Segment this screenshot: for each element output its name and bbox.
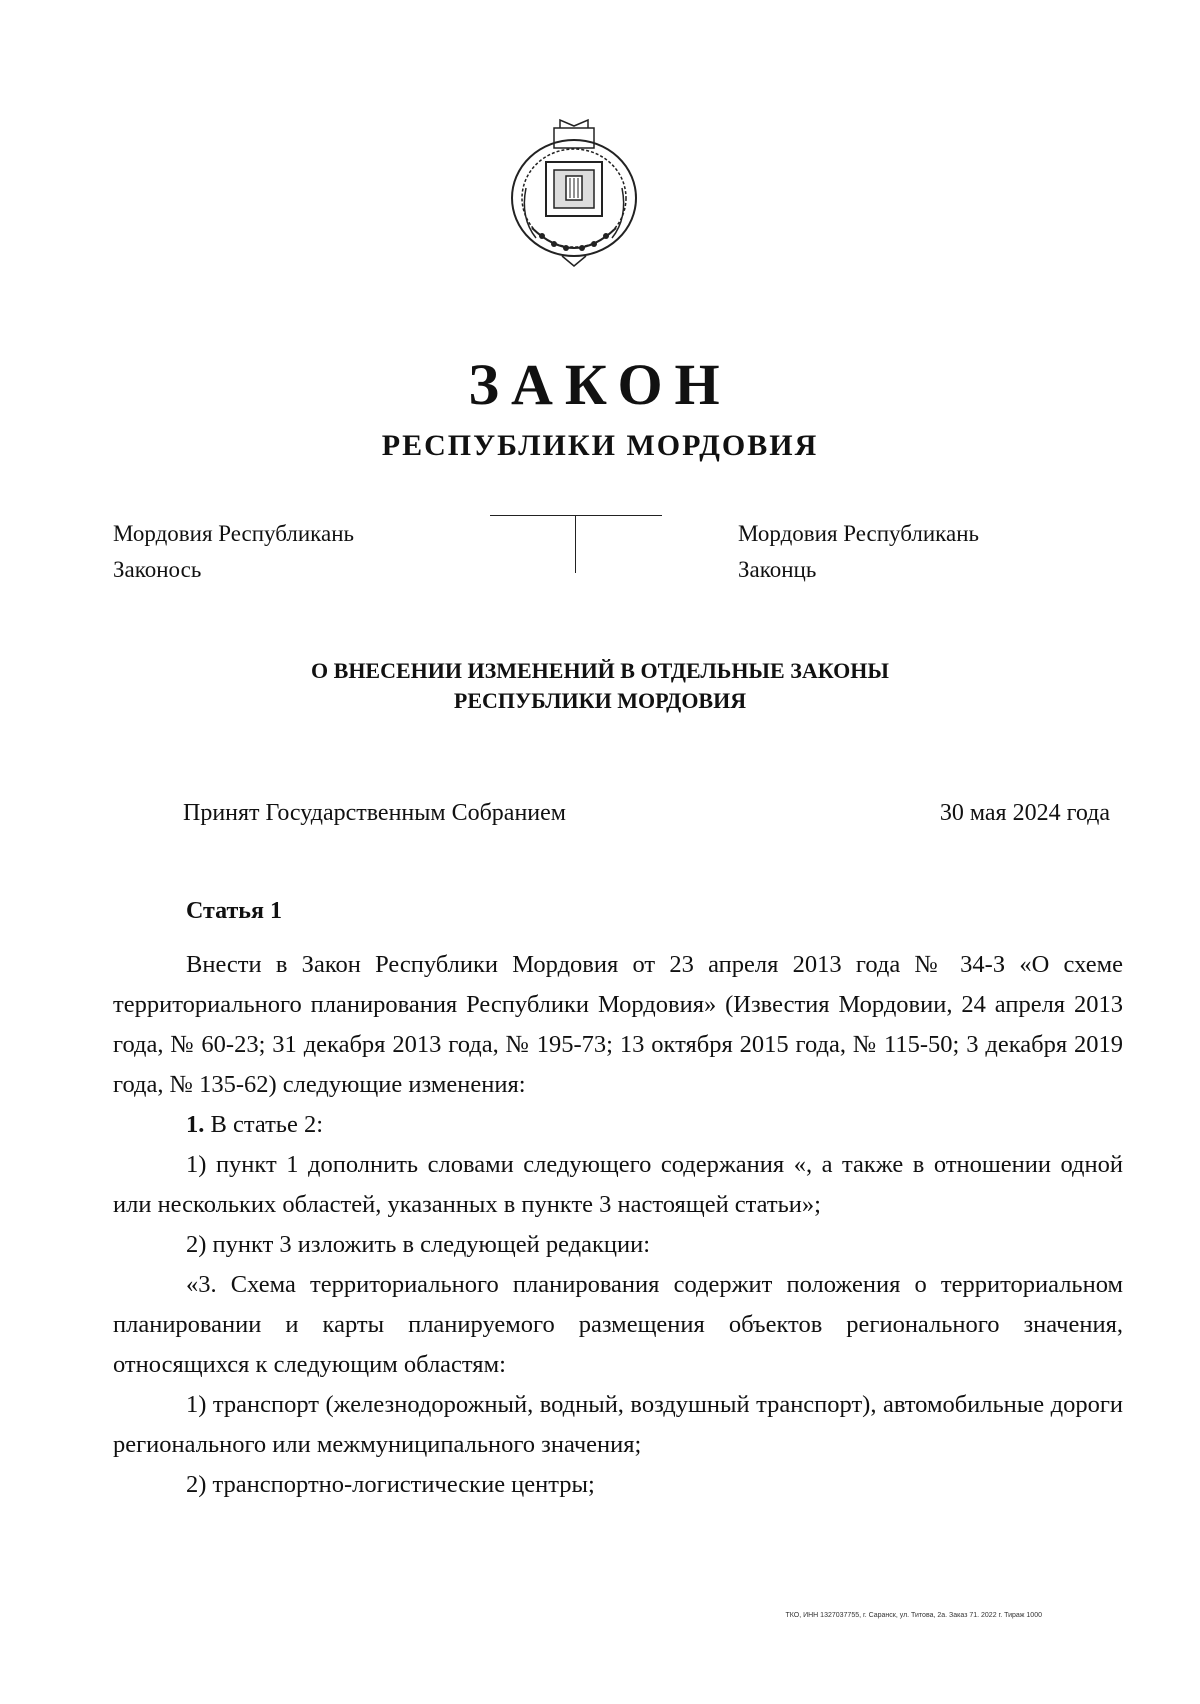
- document-title-line2: РЕСПУБЛИКИ МОРДОВИЯ: [453, 688, 747, 713]
- subitem-2-paragraph: 2) транспортно-логистические центры;: [186, 1471, 595, 1498]
- section-paragraph: [113, 1105, 1123, 1145]
- erzya-title-block: [738, 516, 979, 588]
- adoption-date: 30 мая 2024 года: [939, 800, 1110, 826]
- erzya-title-line2: Законць: [738, 557, 817, 582]
- erzya-title-line1: Мордовия Республикань: [738, 521, 980, 546]
- article-intro-paragraph: Внести в Закон Республики Мордовия от 23 апреля 2013 года № 34-З «О схеме территориального планирования Республики Мордовия» (Известия Мордовии, 24 апреля 2013 года, № 60-23; 31 декабря 2013 года, № 195-73; 13 октября 2015 года, № 115-50; 3 декабря 2019 года, № 135-62) следующие изменения:: [113, 951, 1123, 1098]
- item-2-paragraph: 2) пункт 3 изложить в следующей редакции:: [186, 1231, 651, 1258]
- article-body: [113, 945, 1123, 1505]
- section-number: 1.: [186, 1111, 205, 1138]
- moksha-title-line1: Мордовия Республикань: [113, 521, 355, 546]
- document-title: [0, 656, 1200, 716]
- article-heading: Статья 1: [186, 898, 282, 924]
- item-1-paragraph: 1) пункт 1 дополнить словами следующего содержания «, а также в отношении одной или нескольких областей, указанных в пункте 3 настоящей статьи»;: [113, 1151, 1123, 1218]
- subitem-1-paragraph: 1) транспорт (железнодорожный, водный, воздушный транспорт), автомобильные дороги регионального или межмуниципального значения;: [113, 1391, 1123, 1458]
- document-title-line1: О ВНЕСЕНИИ ИЗМЕНЕНИЙ В ОТДЕЛЬНЫЕ ЗАКОНЫ: [311, 658, 889, 683]
- section-text: В статье 2:: [204, 1111, 324, 1138]
- printer-imprint: ТКО, ИНН 1327037755, г. Саранск, ул. Титова, 2а. Заказ 71. 2022 г. Тираж 1000: [785, 1612, 1042, 1619]
- law-subtitle: РЕСПУБЛИКИ МОРДОВИЯ: [381, 429, 819, 462]
- moksha-title-block: [113, 516, 354, 588]
- moksha-title-line2: Законось: [113, 557, 202, 582]
- quoted-paragraph: «3. Схема территориального планирования содержит положения о территориальном планировании и карты планируемого размещения объектов регионального значения, относящихся к следующим областям:: [113, 1271, 1123, 1378]
- adopted-by: Принят Государственным Собранием: [183, 800, 566, 826]
- coat-of-arms-emblem: [502, 118, 646, 270]
- law-title: ЗАКОН: [468, 352, 732, 417]
- header-divider-vertical: [575, 515, 576, 573]
- header-divider-horizontal: [490, 515, 662, 516]
